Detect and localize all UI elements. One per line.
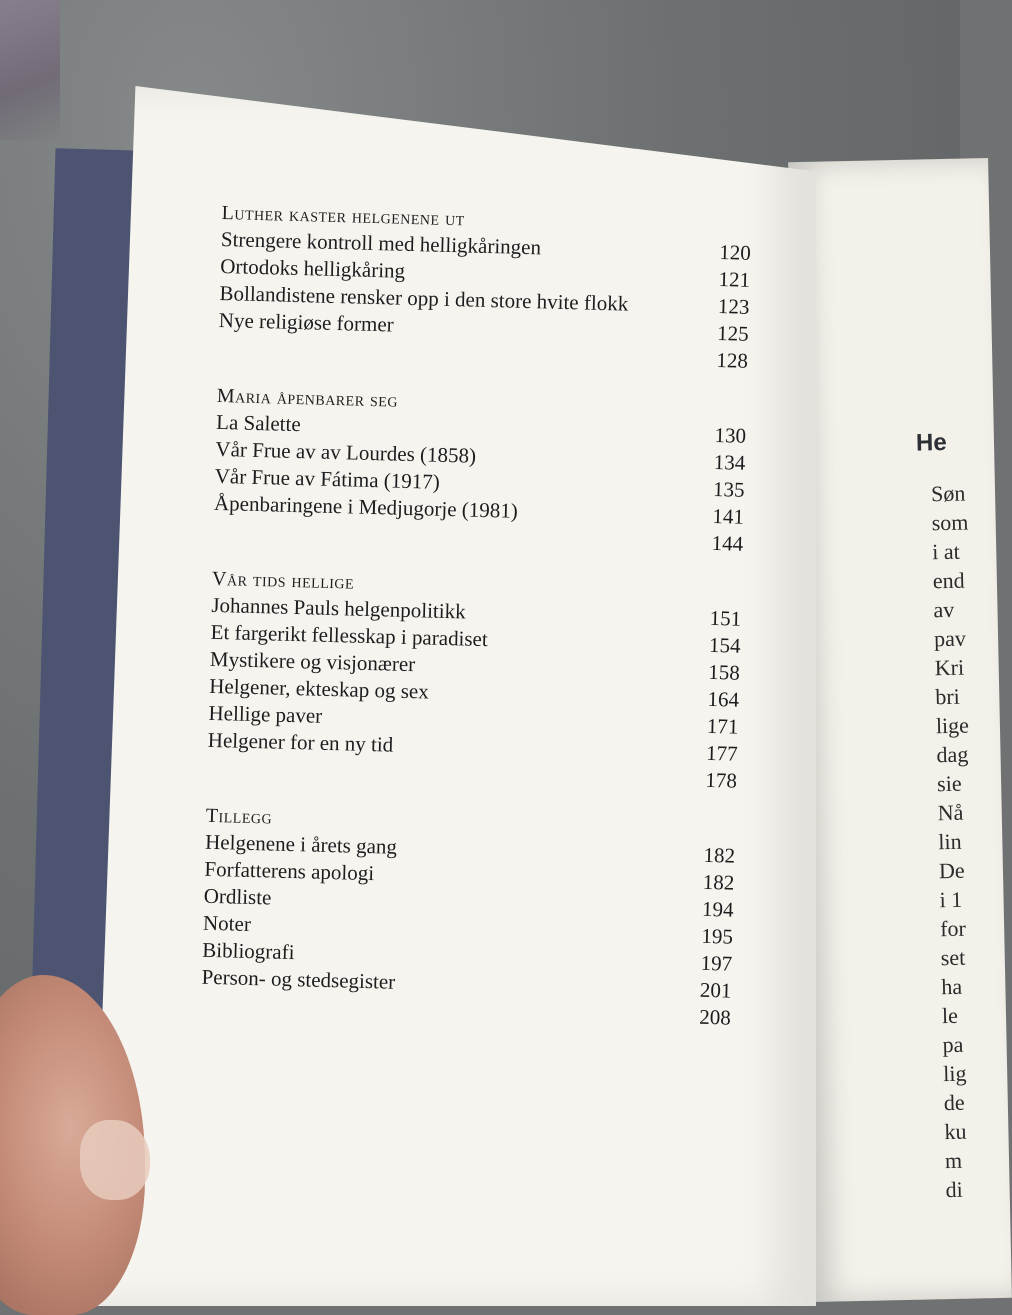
toc-section-heading: Tillegg [205, 804, 273, 829]
right-page-line: le [941, 1002, 959, 1029]
toc-section [218, 200, 752, 375]
toc-section-heading: Luther kaster helgenene ut [221, 201, 466, 231]
toc-entry-page: 197 [700, 950, 733, 976]
toc-entry-title: Helgenene i årets gang [204, 829, 398, 859]
fabric-corner [0, 0, 60, 140]
right-page-line: end [932, 567, 965, 594]
right-page-line: som [931, 509, 969, 536]
right-page-line: lig [942, 1060, 967, 1087]
right-page-line: Nå [937, 799, 964, 826]
toc-entry-page: 154 [708, 632, 741, 658]
right-page-line: sie [936, 770, 962, 797]
right-page-line: ku [944, 1118, 967, 1145]
toc-entry-title: Mystikere og visjonærer [209, 646, 416, 677]
toc-entry-title: Et fargerikt fellesskap i paradiset [210, 619, 489, 652]
toc-entry-title: Hellige paver [208, 700, 323, 728]
toc-entry-title: Vår Frue av av Lourdes (1858) [215, 436, 477, 468]
toc-entry-title: Helgener, ekteskap og sex [208, 673, 430, 704]
toc-entry-title: Ordliste [203, 883, 272, 910]
toc-entry-page: 195 [701, 923, 734, 949]
toc-entry-title: Johannes Pauls helgenpolitikk [211, 592, 466, 624]
right-page-line: di [945, 1176, 964, 1203]
right-page [788, 158, 1012, 1302]
right-page-line: dag [936, 741, 969, 768]
right-page-line: de [943, 1089, 965, 1116]
right-page-line: Søn [930, 480, 966, 507]
right-page-line: i 1 [939, 886, 963, 913]
right-page-line: pav [933, 625, 967, 652]
toc-entry-title: Noter [202, 910, 252, 937]
toc-entry-page: 201 [699, 977, 732, 1003]
toc-section [213, 383, 747, 558]
toc-entry-page: 177 [705, 740, 738, 766]
toc-entry-page: 208 [698, 1004, 732, 1030]
toc-entry-title: Ortodoks helligkåring [219, 253, 406, 283]
right-page-line: De [938, 857, 965, 884]
toc-entry-page: 123 [717, 294, 750, 319]
toc-entry-page: 135 [712, 476, 745, 502]
toc-section [201, 803, 736, 1032]
toc-entry-title: Vår Frue av Fátima (1917) [214, 463, 441, 494]
toc-entry-page: 151 [709, 605, 742, 631]
right-page-heading: He [915, 428, 947, 457]
toc-section-heading: Maria åpenbarer seg [216, 384, 399, 412]
right-page-line: pa [942, 1031, 964, 1058]
toc-entry-title: Strengere kontroll med helligkåringen [220, 226, 542, 260]
toc-entry-title: La Salette [215, 409, 302, 437]
toc-entry-page: 120 [718, 240, 752, 265]
toc-section [207, 566, 742, 795]
toc-entry-page: 182 [702, 869, 735, 895]
right-page-line: lin [938, 828, 962, 855]
toc-entry-page: 171 [706, 713, 739, 739]
right-page-line: i at [932, 538, 961, 565]
right-page-line: bri [935, 683, 961, 710]
toc-entry-page: 121 [718, 267, 751, 292]
toc-entry-page: 134 [713, 449, 746, 475]
toc-entry-title: Bibliografi [202, 937, 295, 965]
toc-entry-page: 164 [707, 686, 740, 712]
toc-entry-page: 182 [703, 842, 736, 868]
toc-entry-page: 128 [716, 348, 749, 373]
toc-entry-page: 194 [701, 896, 734, 922]
right-page-line: ha [941, 973, 963, 1000]
toc-entry-page: 144 [711, 530, 744, 556]
toc-entry-title: Forfatterens apologi [204, 856, 375, 886]
right-page-line: m [944, 1147, 963, 1174]
right-page-text [931, 479, 983, 1205]
toc-section-heading: Vår tids hellige [211, 567, 355, 594]
toc-entry-page: 130 [714, 422, 747, 448]
right-page-line: av [933, 596, 955, 623]
toc-entry-title: Bollandistene rensker opp i den store hvite flokk [219, 280, 629, 316]
toc-entry-page: 178 [705, 767, 738, 793]
toc-entry-page: 158 [707, 659, 741, 685]
thumbnail [80, 1120, 150, 1200]
toc-entry-page: 125 [716, 321, 749, 346]
right-page-line: lige [935, 712, 970, 739]
toc-entry-title: Person- og stedsegister [201, 964, 396, 994]
toc-entry-title: Helgener for en ny tid [207, 727, 394, 757]
right-page-line: for [939, 915, 967, 942]
toc-entry-title: Åpenbaringene i Medjugorje (1981) [213, 490, 519, 523]
right-page-line: Kri [934, 654, 965, 681]
toc-entry-title: Nye religiøse former [218, 307, 395, 337]
table-of-contents [201, 200, 752, 1032]
right-page-line: set [940, 944, 966, 971]
toc-entry-page: 141 [712, 503, 745, 529]
